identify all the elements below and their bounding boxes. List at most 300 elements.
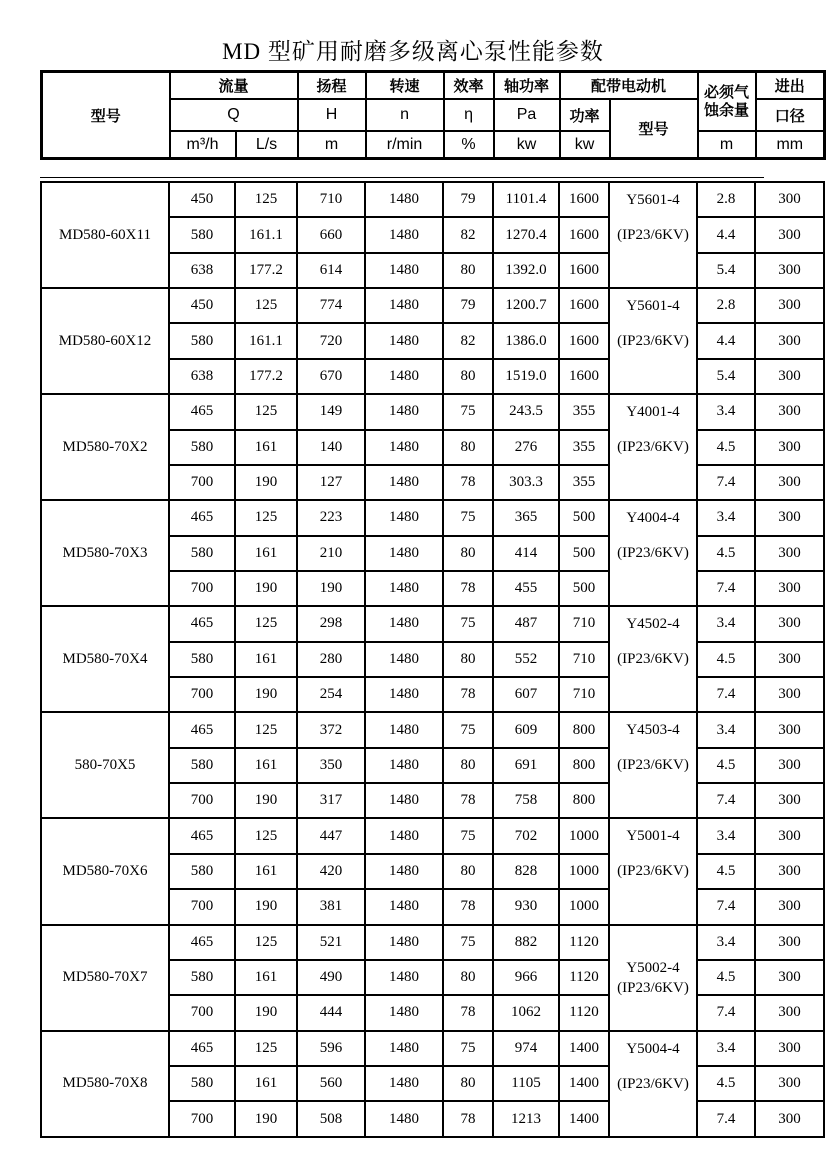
flow-m3h-cell: 700 — [169, 465, 235, 500]
header-n: n — [366, 99, 444, 131]
diameter-cell: 300 — [755, 500, 824, 535]
header-unit-m3h: m³/h — [170, 131, 236, 159]
npsh-cell: 3.4 — [697, 818, 755, 853]
shaft-power-cell: 609 — [493, 712, 559, 747]
shaft-power-cell: 607 — [493, 677, 559, 712]
speed-cell: 1480 — [365, 677, 443, 712]
flow-m3h-cell: 465 — [169, 500, 235, 535]
efficiency-cell: 78 — [443, 677, 493, 712]
efficiency-cell: 75 — [443, 606, 493, 641]
diameter-cell: 300 — [755, 394, 824, 429]
diameter-cell: 300 — [755, 359, 824, 394]
data-table-top-rule — [40, 177, 764, 178]
flow-ls-cell: 161 — [235, 960, 297, 995]
flow-m3h-cell: 450 — [169, 182, 235, 217]
npsh-cell: 5.4 — [697, 359, 755, 394]
diameter-cell: 300 — [755, 430, 824, 465]
diameter-cell: 300 — [755, 323, 824, 358]
head-cell: 490 — [297, 960, 365, 995]
motor-power-cell: 800 — [559, 783, 609, 818]
speed-cell: 1480 — [365, 642, 443, 677]
header-table — [40, 70, 826, 160]
flow-ls-cell: 125 — [235, 818, 297, 853]
motor-model-line1: Y5004-4 — [626, 1040, 680, 1057]
diameter-cell: 300 — [755, 712, 824, 747]
pump-model-cell: MD580-60X11 — [41, 182, 169, 288]
motor-model-cell — [609, 712, 697, 818]
npsh-cell: 4.5 — [697, 748, 755, 783]
head-cell: 660 — [297, 217, 365, 252]
npsh-cell: 4.5 — [697, 960, 755, 995]
diameter-cell: 300 — [755, 642, 824, 677]
motor-power-cell: 500 — [559, 500, 609, 535]
motor-model-cell — [609, 1031, 697, 1137]
motor-model-line1: Y5601-4 — [626, 192, 680, 208]
shaft-power-cell: 1519.0 — [493, 359, 559, 394]
shaft-power-cell: 758 — [493, 783, 559, 818]
header-unit-kw-power: kw — [560, 131, 610, 159]
speed-cell: 1480 — [365, 500, 443, 535]
shaft-power-cell: 552 — [493, 642, 559, 677]
speed-cell: 1480 — [365, 712, 443, 747]
npsh-cell: 4.5 — [697, 1066, 755, 1101]
motor-power-cell: 355 — [559, 465, 609, 500]
flow-m3h-cell: 465 — [169, 925, 235, 960]
head-cell: 381 — [297, 889, 365, 924]
motor-power-cell: 1600 — [559, 288, 609, 323]
npsh-cell: 3.4 — [697, 712, 755, 747]
diameter-cell: 300 — [755, 783, 824, 818]
shaft-power-cell: 487 — [493, 606, 559, 641]
flow-m3h-cell: 465 — [169, 394, 235, 429]
motor-power-cell: 1400 — [559, 1101, 609, 1137]
flow-ls-cell: 161.1 — [235, 217, 297, 252]
speed-cell: 1480 — [365, 536, 443, 571]
npsh-cell: 3.4 — [697, 925, 755, 960]
table-row — [41, 606, 824, 641]
head-cell: 317 — [297, 783, 365, 818]
head-cell: 140 — [297, 430, 365, 465]
table-row — [41, 818, 824, 853]
header-npsh-line1: 必须气 — [704, 83, 750, 101]
motor-power-cell: 1600 — [559, 182, 609, 217]
table-row — [41, 394, 824, 429]
head-cell: 254 — [297, 677, 365, 712]
flow-ls-cell: 190 — [235, 783, 297, 818]
efficiency-cell: 78 — [443, 783, 493, 818]
head-cell: 521 — [297, 925, 365, 960]
motor-power-cell: 1600 — [559, 217, 609, 252]
diameter-cell: 300 — [755, 677, 824, 712]
motor-power-cell: 710 — [559, 606, 609, 641]
motor-model-line2: (IP23/6KV) — [617, 1075, 689, 1092]
header-speed: 转速 — [366, 72, 444, 100]
diameter-cell: 300 — [755, 925, 824, 960]
speed-cell: 1480 — [365, 1031, 443, 1066]
motor-model-cell — [609, 500, 697, 606]
header-head: 扬程 — [298, 72, 366, 100]
motor-power-cell: 355 — [559, 394, 609, 429]
speed-cell: 1480 — [365, 995, 443, 1030]
motor-model-line2: (IP23/6KV) — [617, 545, 689, 562]
head-cell: 298 — [297, 606, 365, 641]
header-motor-model: 型号 — [610, 99, 698, 159]
motor-model-line1: Y4004-4 — [626, 510, 680, 527]
head-cell: 444 — [297, 995, 365, 1030]
npsh-cell: 7.4 — [697, 465, 755, 500]
motor-model-line2: (IP23/6KV) — [617, 333, 689, 350]
shaft-power-cell: 1270.4 — [493, 217, 559, 252]
motor-model-line2: (IP23/6KV) — [617, 651, 689, 668]
flow-ls-cell: 177.2 — [235, 253, 297, 288]
header-unit-npsh-m: m — [698, 131, 756, 159]
flow-m3h-cell: 580 — [169, 960, 235, 995]
pump-model-cell: MD580-70X7 — [41, 925, 169, 1031]
motor-power-cell: 710 — [559, 642, 609, 677]
npsh-cell: 2.8 — [697, 182, 755, 217]
speed-cell: 1480 — [365, 1066, 443, 1101]
head-cell: 670 — [297, 359, 365, 394]
diameter-cell: 300 — [755, 217, 824, 252]
speed-cell: 1480 — [365, 359, 443, 394]
head-cell: 447 — [297, 818, 365, 853]
efficiency-cell: 79 — [443, 182, 493, 217]
pump-model-cell: MD580-70X3 — [41, 500, 169, 606]
speed-cell: 1480 — [365, 783, 443, 818]
motor-model-line2: (IP23/6KV) — [617, 979, 689, 996]
motor-model-cell — [609, 606, 697, 712]
motor-power-cell: 1600 — [559, 253, 609, 288]
speed-cell: 1480 — [365, 465, 443, 500]
diameter-cell: 300 — [755, 818, 824, 853]
flow-ls-cell: 125 — [235, 1031, 297, 1066]
npsh-cell: 7.4 — [697, 677, 755, 712]
diameter-cell: 300 — [755, 606, 824, 641]
flow-m3h-cell: 700 — [169, 889, 235, 924]
flow-m3h-cell: 580 — [169, 323, 235, 358]
motor-power-cell: 1400 — [559, 1031, 609, 1066]
shaft-power-cell: 1200.7 — [493, 288, 559, 323]
header-motor-group: 配带电动机 — [560, 72, 698, 100]
npsh-cell: 7.4 — [697, 1101, 755, 1137]
flow-m3h-cell: 580 — [169, 536, 235, 571]
flow-ls-cell: 177.2 — [235, 359, 297, 394]
speed-cell: 1480 — [365, 748, 443, 783]
head-cell: 710 — [297, 182, 365, 217]
header-power: 功率 — [560, 99, 610, 131]
flow-ls-cell: 125 — [235, 925, 297, 960]
head-cell: 127 — [297, 465, 365, 500]
head-cell: 720 — [297, 323, 365, 358]
head-cell: 372 — [297, 712, 365, 747]
motor-power-cell: 1600 — [559, 359, 609, 394]
header-inout-line2: 口径 — [756, 99, 825, 131]
motor-model-line2: (IP23/6KV) — [617, 439, 689, 456]
efficiency-cell: 78 — [443, 1101, 493, 1137]
flow-m3h-cell: 580 — [169, 854, 235, 889]
efficiency-cell: 82 — [443, 323, 493, 358]
speed-cell: 1480 — [365, 960, 443, 995]
shaft-power-cell: 1213 — [493, 1101, 559, 1137]
motor-model-line2: (IP23/6KV) — [617, 757, 689, 774]
efficiency-cell: 75 — [443, 500, 493, 535]
shaft-power-cell: 702 — [493, 818, 559, 853]
npsh-cell: 4.5 — [697, 854, 755, 889]
shaft-power-cell: 365 — [493, 500, 559, 535]
diameter-cell: 300 — [755, 288, 824, 323]
flow-ls-cell: 125 — [235, 712, 297, 747]
flow-m3h-cell: 580 — [169, 748, 235, 783]
motor-power-cell: 1400 — [559, 1066, 609, 1101]
flow-ls-cell: 190 — [235, 1101, 297, 1137]
diameter-cell: 300 — [755, 1031, 824, 1066]
flow-m3h-cell: 580 — [169, 430, 235, 465]
shaft-power-cell: 691 — [493, 748, 559, 783]
npsh-cell: 5.4 — [697, 253, 755, 288]
efficiency-cell: 82 — [443, 217, 493, 252]
table-row — [41, 712, 824, 747]
npsh-cell: 3.4 — [697, 606, 755, 641]
speed-cell: 1480 — [365, 323, 443, 358]
efficiency-cell: 75 — [443, 1031, 493, 1066]
motor-power-cell: 355 — [559, 430, 609, 465]
head-cell: 614 — [297, 253, 365, 288]
efficiency-cell: 78 — [443, 889, 493, 924]
head-cell: 149 — [297, 394, 365, 429]
motor-model-line1: Y4001-4 — [626, 404, 680, 421]
flow-ls-cell: 161 — [235, 536, 297, 571]
header-unit-ls: L/s — [236, 131, 298, 159]
motor-model-cell — [609, 818, 697, 924]
diameter-cell: 300 — [755, 253, 824, 288]
speed-cell: 1480 — [365, 394, 443, 429]
motor-model-line1: Y5002-4 — [626, 959, 680, 976]
diameter-cell: 300 — [755, 571, 824, 606]
flow-ls-cell: 161 — [235, 854, 297, 889]
head-cell: 350 — [297, 748, 365, 783]
flow-ls-cell: 125 — [235, 182, 297, 217]
head-cell: 223 — [297, 500, 365, 535]
motor-power-cell: 800 — [559, 748, 609, 783]
speed-cell: 1480 — [365, 253, 443, 288]
motor-power-cell: 1000 — [559, 854, 609, 889]
speed-cell: 1480 — [365, 217, 443, 252]
speed-cell: 1480 — [365, 925, 443, 960]
shaft-power-cell: 414 — [493, 536, 559, 571]
pump-model-cell: MD580-70X4 — [41, 606, 169, 712]
speed-cell: 1480 — [365, 571, 443, 606]
npsh-cell: 4.4 — [697, 323, 755, 358]
header-unit-rmin: r/min — [366, 131, 444, 159]
head-cell: 774 — [297, 288, 365, 323]
flow-ls-cell: 190 — [235, 677, 297, 712]
flow-m3h-cell: 580 — [169, 642, 235, 677]
flow-ls-cell: 161 — [235, 642, 297, 677]
flow-m3h-cell: 580 — [169, 1066, 235, 1101]
diameter-cell: 300 — [755, 960, 824, 995]
motor-power-cell: 1600 — [559, 323, 609, 358]
motor-model-line1: Y4503-4 — [626, 722, 680, 739]
motor-power-cell: 1120 — [559, 995, 609, 1030]
efficiency-cell: 75 — [443, 818, 493, 853]
diameter-cell: 300 — [755, 1101, 824, 1137]
shaft-power-cell: 1062 — [493, 995, 559, 1030]
speed-cell: 1480 — [365, 606, 443, 641]
efficiency-cell: 80 — [443, 1066, 493, 1101]
shaft-power-cell: 930 — [493, 889, 559, 924]
flow-m3h-cell: 638 — [169, 253, 235, 288]
flow-ls-cell: 125 — [235, 606, 297, 641]
speed-cell: 1480 — [365, 818, 443, 853]
table-row — [41, 1031, 824, 1066]
efficiency-cell: 75 — [443, 394, 493, 429]
motor-power-cell: 710 — [559, 677, 609, 712]
header-shaft-power: 轴功率 — [494, 72, 560, 100]
shaft-power-cell: 243.5 — [493, 394, 559, 429]
efficiency-cell: 80 — [443, 536, 493, 571]
diameter-cell: 300 — [755, 854, 824, 889]
header-h: H — [298, 99, 366, 131]
header-unit-mm: mm — [756, 131, 825, 159]
shaft-power-cell: 1392.0 — [493, 253, 559, 288]
motor-power-cell: 1000 — [559, 818, 609, 853]
header-flow: 流量 — [170, 72, 298, 100]
flow-m3h-cell: 700 — [169, 571, 235, 606]
head-cell: 420 — [297, 854, 365, 889]
pump-model-cell: 580-70X5 — [41, 712, 169, 818]
flow-ls-cell: 190 — [235, 571, 297, 606]
header-npsh — [698, 72, 756, 132]
flow-ls-cell: 190 — [235, 465, 297, 500]
efficiency-cell: 78 — [443, 995, 493, 1030]
speed-cell: 1480 — [365, 854, 443, 889]
header-inout-line1: 进出 — [756, 72, 825, 100]
npsh-cell: 7.4 — [697, 571, 755, 606]
head-cell: 596 — [297, 1031, 365, 1066]
diameter-cell: 300 — [755, 536, 824, 571]
efficiency-cell: 80 — [443, 854, 493, 889]
shaft-power-cell: 1105 — [493, 1066, 559, 1101]
motor-power-cell: 1000 — [559, 889, 609, 924]
shaft-power-cell: 455 — [493, 571, 559, 606]
diameter-cell: 300 — [755, 995, 824, 1030]
flow-ls-cell: 125 — [235, 500, 297, 535]
shaft-power-cell: 882 — [493, 925, 559, 960]
pump-model-cell: MD580-70X8 — [41, 1031, 169, 1137]
efficiency-cell: 80 — [443, 960, 493, 995]
page-title: MD 型矿用耐磨多级离心泵性能参数 — [222, 39, 604, 64]
shaft-power-cell: 303.3 — [493, 465, 559, 500]
efficiency-cell: 75 — [443, 712, 493, 747]
motor-model-cell — [609, 394, 697, 500]
flow-ls-cell: 161 — [235, 430, 297, 465]
speed-cell: 1480 — [365, 288, 443, 323]
efficiency-cell: 75 — [443, 925, 493, 960]
efficiency-cell: 79 — [443, 288, 493, 323]
pump-model-cell: MD580-60X12 — [41, 288, 169, 394]
performance-data-table — [40, 181, 825, 1138]
flow-m3h-cell: 700 — [169, 1101, 235, 1137]
motor-model-cell — [609, 288, 697, 394]
table-row — [41, 925, 824, 960]
flow-m3h-cell: 465 — [169, 712, 235, 747]
flow-ls-cell: 190 — [235, 889, 297, 924]
npsh-cell: 3.4 — [697, 1031, 755, 1066]
npsh-cell: 7.4 — [697, 889, 755, 924]
head-cell: 210 — [297, 536, 365, 571]
npsh-cell: 4.5 — [697, 430, 755, 465]
shaft-power-cell: 1386.0 — [493, 323, 559, 358]
flow-m3h-cell: 465 — [169, 818, 235, 853]
speed-cell: 1480 — [365, 889, 443, 924]
diameter-cell: 300 — [755, 465, 824, 500]
npsh-cell: 2.8 — [697, 288, 755, 323]
motor-power-cell: 800 — [559, 712, 609, 747]
flow-m3h-cell: 700 — [169, 677, 235, 712]
head-cell: 280 — [297, 642, 365, 677]
npsh-cell: 4.5 — [697, 536, 755, 571]
motor-model-line2: (IP23/6KV) — [617, 227, 689, 243]
table-row — [41, 500, 824, 535]
efficiency-cell: 80 — [443, 642, 493, 677]
header-efficiency: 效率 — [444, 72, 494, 100]
motor-model-cell — [609, 925, 697, 1031]
efficiency-cell: 78 — [443, 465, 493, 500]
flow-m3h-cell: 580 — [169, 217, 235, 252]
flow-m3h-cell: 700 — [169, 783, 235, 818]
header-npsh-line2: 蚀余量 — [704, 101, 750, 119]
speed-cell: 1480 — [365, 430, 443, 465]
motor-model-cell — [609, 182, 697, 288]
efficiency-cell: 78 — [443, 571, 493, 606]
motor-power-cell: 500 — [559, 536, 609, 571]
npsh-cell: 7.4 — [697, 783, 755, 818]
flow-ls-cell: 190 — [235, 995, 297, 1030]
pump-model-cell: MD580-70X6 — [41, 818, 169, 924]
header-eta: η — [444, 99, 494, 131]
motor-model-line1: Y5001-4 — [626, 828, 680, 845]
flow-ls-cell: 125 — [235, 288, 297, 323]
npsh-cell: 7.4 — [697, 995, 755, 1030]
motor-power-cell: 1120 — [559, 960, 609, 995]
speed-cell: 1480 — [365, 1101, 443, 1137]
npsh-cell: 4.4 — [697, 217, 755, 252]
motor-power-cell: 1120 — [559, 925, 609, 960]
flow-m3h-cell: 465 — [169, 1031, 235, 1066]
npsh-cell: 3.4 — [697, 394, 755, 429]
header-unit-percent: % — [444, 131, 494, 159]
flow-m3h-cell: 450 — [169, 288, 235, 323]
efficiency-cell: 80 — [443, 748, 493, 783]
table-row — [41, 182, 824, 217]
speed-cell: 1480 — [365, 182, 443, 217]
flow-m3h-cell: 638 — [169, 359, 235, 394]
head-cell: 190 — [297, 571, 365, 606]
diameter-cell: 300 — [755, 1066, 824, 1101]
flow-ls-cell: 125 — [235, 394, 297, 429]
header-unit-m: m — [298, 131, 366, 159]
shaft-power-cell: 828 — [493, 854, 559, 889]
efficiency-cell: 80 — [443, 253, 493, 288]
header-model: 型号 — [42, 72, 170, 159]
flow-m3h-cell: 700 — [169, 995, 235, 1030]
shaft-power-cell: 974 — [493, 1031, 559, 1066]
diameter-cell: 300 — [755, 182, 824, 217]
header-q: Q — [170, 99, 298, 131]
head-cell: 560 — [297, 1066, 365, 1101]
head-cell: 508 — [297, 1101, 365, 1137]
flow-ls-cell: 161.1 — [235, 323, 297, 358]
